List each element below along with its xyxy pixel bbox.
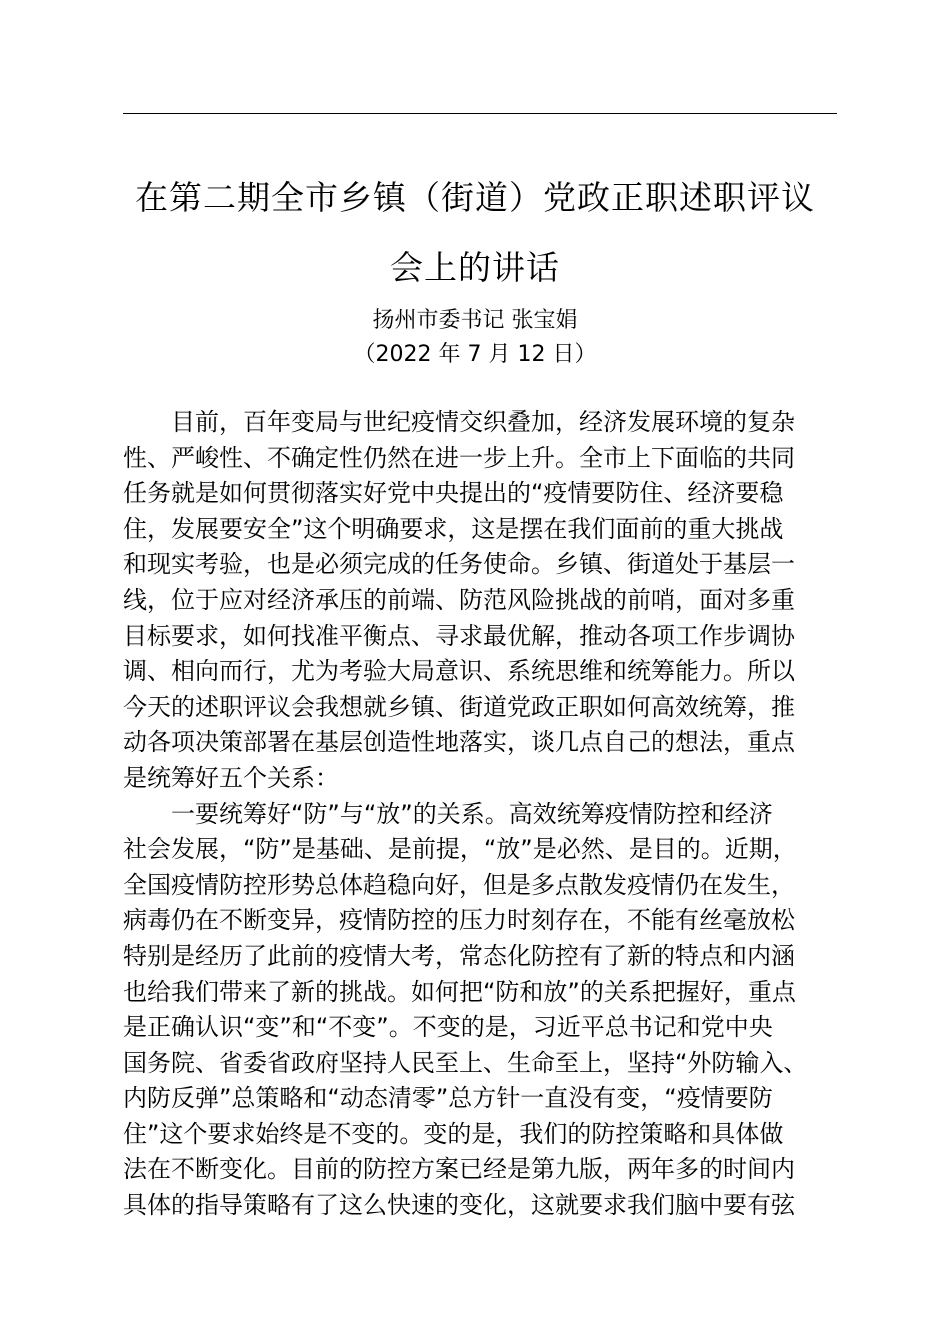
text-line: 社会发展，“防”是基础、是前提，“放”是必然、是目的。近期， bbox=[123, 835, 797, 864]
text-line: 特别是经历了此前的疫情大考，常态化防控有了新的特点和内涵 bbox=[123, 941, 795, 970]
paragraph-2 bbox=[123, 797, 843, 1224]
text-line: 动各项决策部署在基层创造性地落实，谈几点自己的想法，重点 bbox=[123, 728, 795, 757]
text-line: 法在不断变化。目前的防控方案已经是第九版，两年多的时间内 bbox=[123, 1155, 795, 1184]
text-line: 和现实考验，也是必须完成的任务使命。乡镇、街道处于基层一 bbox=[123, 550, 795, 579]
text-line: 调、相向而行，尤为考验大局意识、系统思维和统筹能力。所以 bbox=[123, 657, 795, 686]
text-line: 具体的指导策略有了这么快速的变化，这就要求我们脑中要有弦 bbox=[123, 1191, 795, 1220]
author-line: 扬州市委书记 张宝娟 bbox=[372, 308, 578, 333]
text-line: 今天的述职评议会我想就乡镇、街道党政正职如何高效统筹，推 bbox=[123, 692, 795, 721]
date-line: （2022 年 7 月 12 日） bbox=[353, 342, 597, 367]
text-line: 目前，百年变局与世纪疫情交织叠加，经济发展环境的复杂 bbox=[123, 408, 795, 436]
text-line: 一要统筹好“防”与“放”的关系。高效统筹疫情防控和经济 bbox=[123, 799, 773, 828]
text-line: 住”这个要求始终是不变的。变的是，我们的防控策略和具体做 bbox=[123, 1119, 784, 1148]
text-line: 线，位于应对经济承压的前端、防范风险挑战的前哨，面对多重 bbox=[123, 585, 795, 614]
text-line: 任务就是如何贯彻落实好党中央提出的“疫情要防住、经济要稳 bbox=[123, 479, 784, 508]
text-line: 性、严峻性、不确定性仍然在进一步上升。全市上下面临的共同 bbox=[123, 443, 795, 472]
text-line: 也给我们带来了新的挑战。如何把“防和放”的关系把握好，重点 bbox=[123, 977, 796, 1006]
paragraph-1 bbox=[123, 405, 843, 797]
document-title-line-2: 会上的讲话 bbox=[390, 248, 560, 287]
text-line: 是统筹好五个关系： bbox=[123, 763, 339, 792]
text-line: 是正确认识“变”和“不变”。不变的是，习近平总书记和党中央 bbox=[123, 1013, 773, 1042]
text-line: 全国疫情防控形势总体趋稳向好，但是多点散发疫情仍在发生， bbox=[123, 870, 795, 899]
text-line: 内防反弹”总策略和“动态清零”总方针一直没有变，“疫情要防 bbox=[123, 1084, 773, 1113]
document-body bbox=[123, 405, 843, 1224]
text-line: 国务院、省委省政府坚持人民至上、生命至上，坚持“外防输入、 bbox=[123, 1048, 808, 1077]
text-line: 目标要求，如何找准平衡点、寻求最优解，推动各项工作步调协 bbox=[123, 621, 795, 650]
text-line: 病毒仍在不断变异，疫情防控的压力时刻存在，不能有丝毫放松 bbox=[123, 906, 795, 935]
top-divider bbox=[123, 113, 837, 114]
text-line: 住，发展要安全”这个明确要求，这是摆在我们面前的重大挑战 bbox=[123, 514, 784, 543]
document-title-line-1: 在第二期全市乡镇（街道）党政正职述职评议 bbox=[135, 178, 815, 217]
